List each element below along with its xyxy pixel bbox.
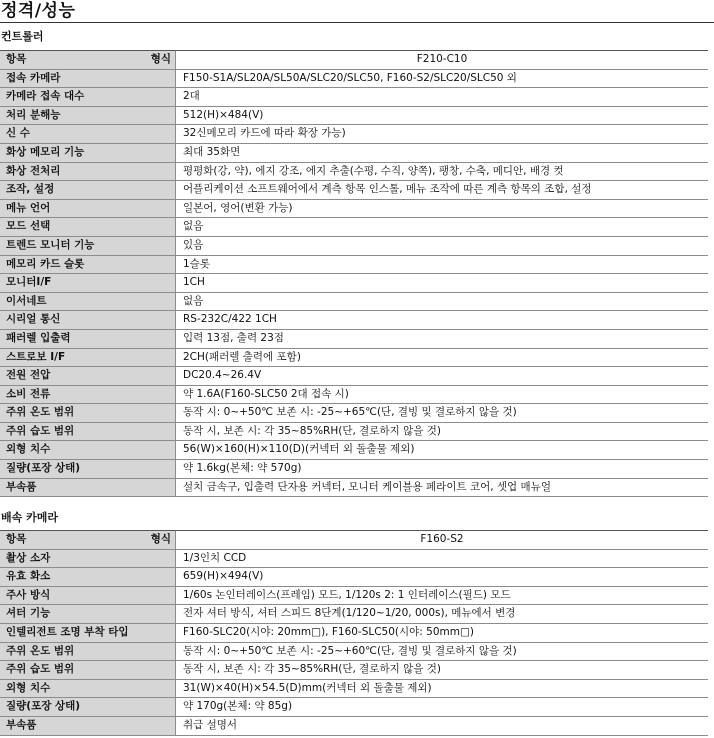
table-header-row <box>0 531 708 550</box>
spec-label: 주위 습도 범위 <box>0 661 176 679</box>
spec-row <box>0 605 708 624</box>
spec-value: F160-SLC20(시야: 20mm□), F160-SLC50(시야: 50mm□) <box>183 625 475 638</box>
header-model-name: F160-S2 <box>420 533 464 545</box>
spec-row <box>0 624 708 643</box>
spec-value: 동작 시: 0~+50℃ 보존 시: -25~+65℃(단, 결빙 및 결로하지 않을 것) <box>183 406 517 419</box>
page-title: 정격/성능 <box>1 1 76 21</box>
spec-value: 56(W)×160(H)×110(D)(커넥터 외 돌출물 제외) <box>183 443 415 456</box>
spec-row <box>0 479 708 498</box>
spec-label: 메모리 카드 슬롯 <box>0 256 176 274</box>
spec-label: 트렌드 모니터 기능 <box>0 237 176 255</box>
spec-value: 1/60s 논인터레이스(프레임) 모드, 1/120s 2: 1 인터레이스(필드) 모드 <box>183 588 511 601</box>
spec-value: 1슬롯 <box>183 257 210 270</box>
spec-row <box>0 386 708 405</box>
spec-label: 유효 화소 <box>0 568 176 586</box>
spec-label: 패러렐 입출력 <box>0 330 176 348</box>
spec-table-camera <box>0 530 708 736</box>
spec-value: 32신메모리 카드에 따라 확장 가능) <box>183 127 346 140</box>
spec-value: 2CH(패러렐 출력에 포함) <box>183 350 301 363</box>
header-label-cell <box>0 531 176 549</box>
spec-row <box>0 441 708 460</box>
spec-row <box>0 643 708 662</box>
spec-row <box>0 218 708 237</box>
section-title-controller: 컨트롤러 <box>1 30 44 43</box>
spec-label: 소비 전류 <box>0 386 176 404</box>
spec-row <box>0 274 708 293</box>
spec-label: 이서네트 <box>0 293 176 311</box>
spec-value: 31(W)×40(H)×54.5(D)mm(커넥터 외 돌출물 제외) <box>183 681 432 694</box>
spec-label: 화상 전처리 <box>0 163 176 181</box>
spec-table-controller <box>0 50 708 497</box>
spec-value: 2대 <box>183 90 200 103</box>
header-label-cell <box>0 51 176 69</box>
header-model-name: F210-C10 <box>416 53 468 65</box>
spec-value: 약 1.6kg(본체: 약 570g) <box>183 462 302 475</box>
spec-value: 약 170g(본체: 약 85g) <box>183 700 293 713</box>
spec-value: DC20.4~26.4V <box>183 369 262 382</box>
spec-label: 카메라 접속 대수 <box>0 88 176 106</box>
spec-value: 설치 금속구, 입출력 단자용 커넥터, 모니터 케이블용 페라이트 코어, 셋업 매뉴얼 <box>183 480 551 493</box>
spec-label: 주위 습도 범위 <box>0 423 176 441</box>
spec-row <box>0 717 708 736</box>
spec-row <box>0 698 708 717</box>
spec-label: 주위 온도 범위 <box>0 404 176 422</box>
spec-row <box>0 200 708 219</box>
spec-row <box>0 144 708 163</box>
spec-label: 주사 방식 <box>0 587 176 605</box>
table-header-row <box>0 51 708 70</box>
spec-value: 동작 시: 0~+50℃ 보존 시: -25~+60℃(단, 결빙 및 결로하지 않을 것) <box>183 644 517 657</box>
spec-value: 동작 시, 보존 시: 각 35~85%RH(단, 결로하지 않을 것) <box>183 663 441 676</box>
header-item-label: 항목 <box>6 533 27 545</box>
spec-label: 모니터I/F <box>0 274 176 292</box>
spec-value: 1/3인치 CCD <box>183 551 247 564</box>
spec-label: 접속 카메라 <box>0 70 176 88</box>
spec-row <box>0 460 708 479</box>
spec-row <box>0 256 708 275</box>
spec-value: 없음 <box>183 220 204 233</box>
spec-label: 주위 온도 범위 <box>0 643 176 661</box>
spec-value: 659(H)×494(V) <box>183 570 264 583</box>
spec-label: 모드 선택 <box>0 218 176 236</box>
spec-label: 처리 분해능 <box>0 107 176 125</box>
spec-row <box>0 349 708 368</box>
spec-row <box>0 550 708 569</box>
spec-value: 일본어, 영어(변환 가능) <box>183 201 293 214</box>
spec-label: 촬상 소자 <box>0 550 176 568</box>
spec-label: 스트로보 I/F <box>0 349 176 367</box>
spec-value: 최대 35화면 <box>183 145 241 158</box>
section-title-camera: 배속 카메라 <box>1 511 58 524</box>
spec-label: 부속품 <box>0 479 176 497</box>
header-item-label: 항목 <box>6 53 27 65</box>
spec-row <box>0 70 708 89</box>
spec-label: 외형 치수 <box>0 680 176 698</box>
spec-value: 있음 <box>183 238 204 251</box>
spec-row <box>0 404 708 423</box>
spec-value: RS-232C/422 1CH <box>183 313 277 326</box>
spec-row <box>0 680 708 699</box>
spec-row <box>0 88 708 107</box>
spec-row <box>0 163 708 182</box>
spec-row <box>0 181 708 200</box>
spec-label: 셔터 기능 <box>0 605 176 623</box>
spec-row <box>0 237 708 256</box>
spec-row <box>0 107 708 126</box>
spec-value: 1CH <box>183 276 205 289</box>
spec-label: 시리얼 통신 <box>0 311 176 329</box>
spec-label: 메뉴 언어 <box>0 200 176 218</box>
spec-value: F150-S1A/SL20A/SL50A/SLC20/SLC50, F160-S2/SLC20/SLC50 외 <box>183 71 517 84</box>
spec-label: 신 수 <box>0 125 176 143</box>
spec-row <box>0 125 708 144</box>
spec-row <box>0 311 708 330</box>
spec-row <box>0 661 708 680</box>
spec-value: 전자 셔터 방식, 셔터 스피드 8단계(1/120~1/20, 000s), 메뉴에서 변경 <box>183 607 516 620</box>
spec-row <box>0 367 708 386</box>
spec-row <box>0 423 708 442</box>
spec-value: 평평화(강, 약), 에지 강조, 에지 추출(수평, 수직, 양쪽), 팽창, 수축, 메디안, 배경 컷 <box>183 164 564 177</box>
header-type-label: 형식 <box>150 53 171 65</box>
spec-label: 조작, 설정 <box>0 181 176 199</box>
spec-value: 입력 13점, 출력 23점 <box>183 331 284 344</box>
spec-label: 인텔리전트 조명 부착 타입 <box>0 624 176 642</box>
spec-label: 화상 메모리 기능 <box>0 144 176 162</box>
spec-value: 동작 시, 보존 시: 각 35~85%RH(단, 결로하지 않을 것) <box>183 424 441 437</box>
spec-value: 어플리케이션 소프트웨어에서 계측 항목 인스톨, 메뉴 조작에 따른 계측 항목의 조합, 설정 <box>183 183 592 196</box>
spec-value: 취급 설명서 <box>183 718 238 731</box>
spec-label: 질량(포장 상태) <box>0 460 176 478</box>
spec-value: 없음 <box>183 294 204 307</box>
spec-label: 전원 전압 <box>0 367 176 385</box>
spec-label: 질량(포장 상태) <box>0 698 176 716</box>
spec-label: 외형 치수 <box>0 441 176 459</box>
spec-row <box>0 568 708 587</box>
spec-row <box>0 330 708 349</box>
header-type-label: 형식 <box>150 533 171 545</box>
spec-row <box>0 293 708 312</box>
spec-value: 512(H)×484(V) <box>183 108 264 121</box>
spec-label: 부속품 <box>0 717 176 735</box>
spec-row <box>0 587 708 606</box>
spec-value: 약 1.6A(F160-SLC50 2대 접속 시) <box>183 387 349 400</box>
title-divider <box>0 22 714 23</box>
